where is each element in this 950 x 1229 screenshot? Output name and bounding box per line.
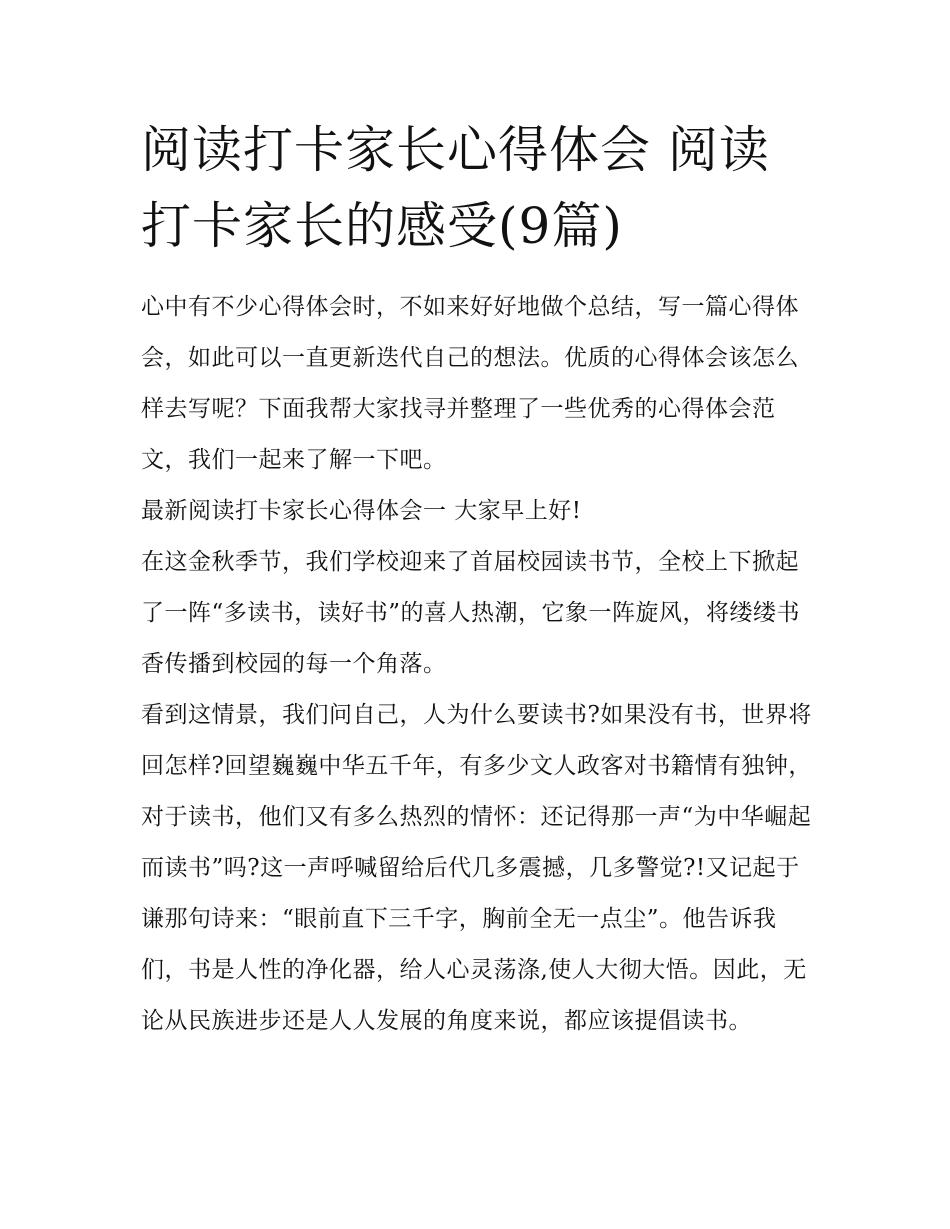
body-paragraph: 在这金秋季节，我们学校迎来了首届校园读书节，全校上下掀起了一阵“多读书，读好书”的喜人热潮，它象一阵旋风，将缕缕书香传播到校园的每一个角落。 xyxy=(141,549,801,677)
body-paragraph: 看到这情景，我们问自己，人为什么要读书?如果没有书，世界将回怎样?回望巍巍中华五千年，有多少文人政客对书籍情有独钟，对于读书，他们又有多么热烈的情怀：还记得那一声“为中华崛起而读书”吗?这一声呼喊留给后代几多震撼，几多警觉?!又记起于谦那句诗来：“眼前直下三千字，胸前全无一点尘”。他告诉我们，书是人性的净化器，给人心灵荡涤,使人大彻大悟。因此，无论从民族进步还是人人发展的角度来说，都应该提倡读书。 xyxy=(141,702,812,1034)
document-body xyxy=(141,112,816,1047)
section-heading-paragraph: 最新阅读打卡家长心得体会一 大家早上好! xyxy=(141,498,582,524)
intro-paragraph: 心中有不少心得体会时，不如来好好地做个总结，写一篇心得体会，如此可以一直更新迭代自己的想法。优质的心得体会该怎么样去写呢？下面我帮大家找寻并整理了一些优秀的心得体会范文，我们一起来了解一下吧。 xyxy=(141,294,799,473)
document-title: 阅读打卡家长心得体会 阅读打卡家长的感受(9篇) xyxy=(141,121,770,255)
